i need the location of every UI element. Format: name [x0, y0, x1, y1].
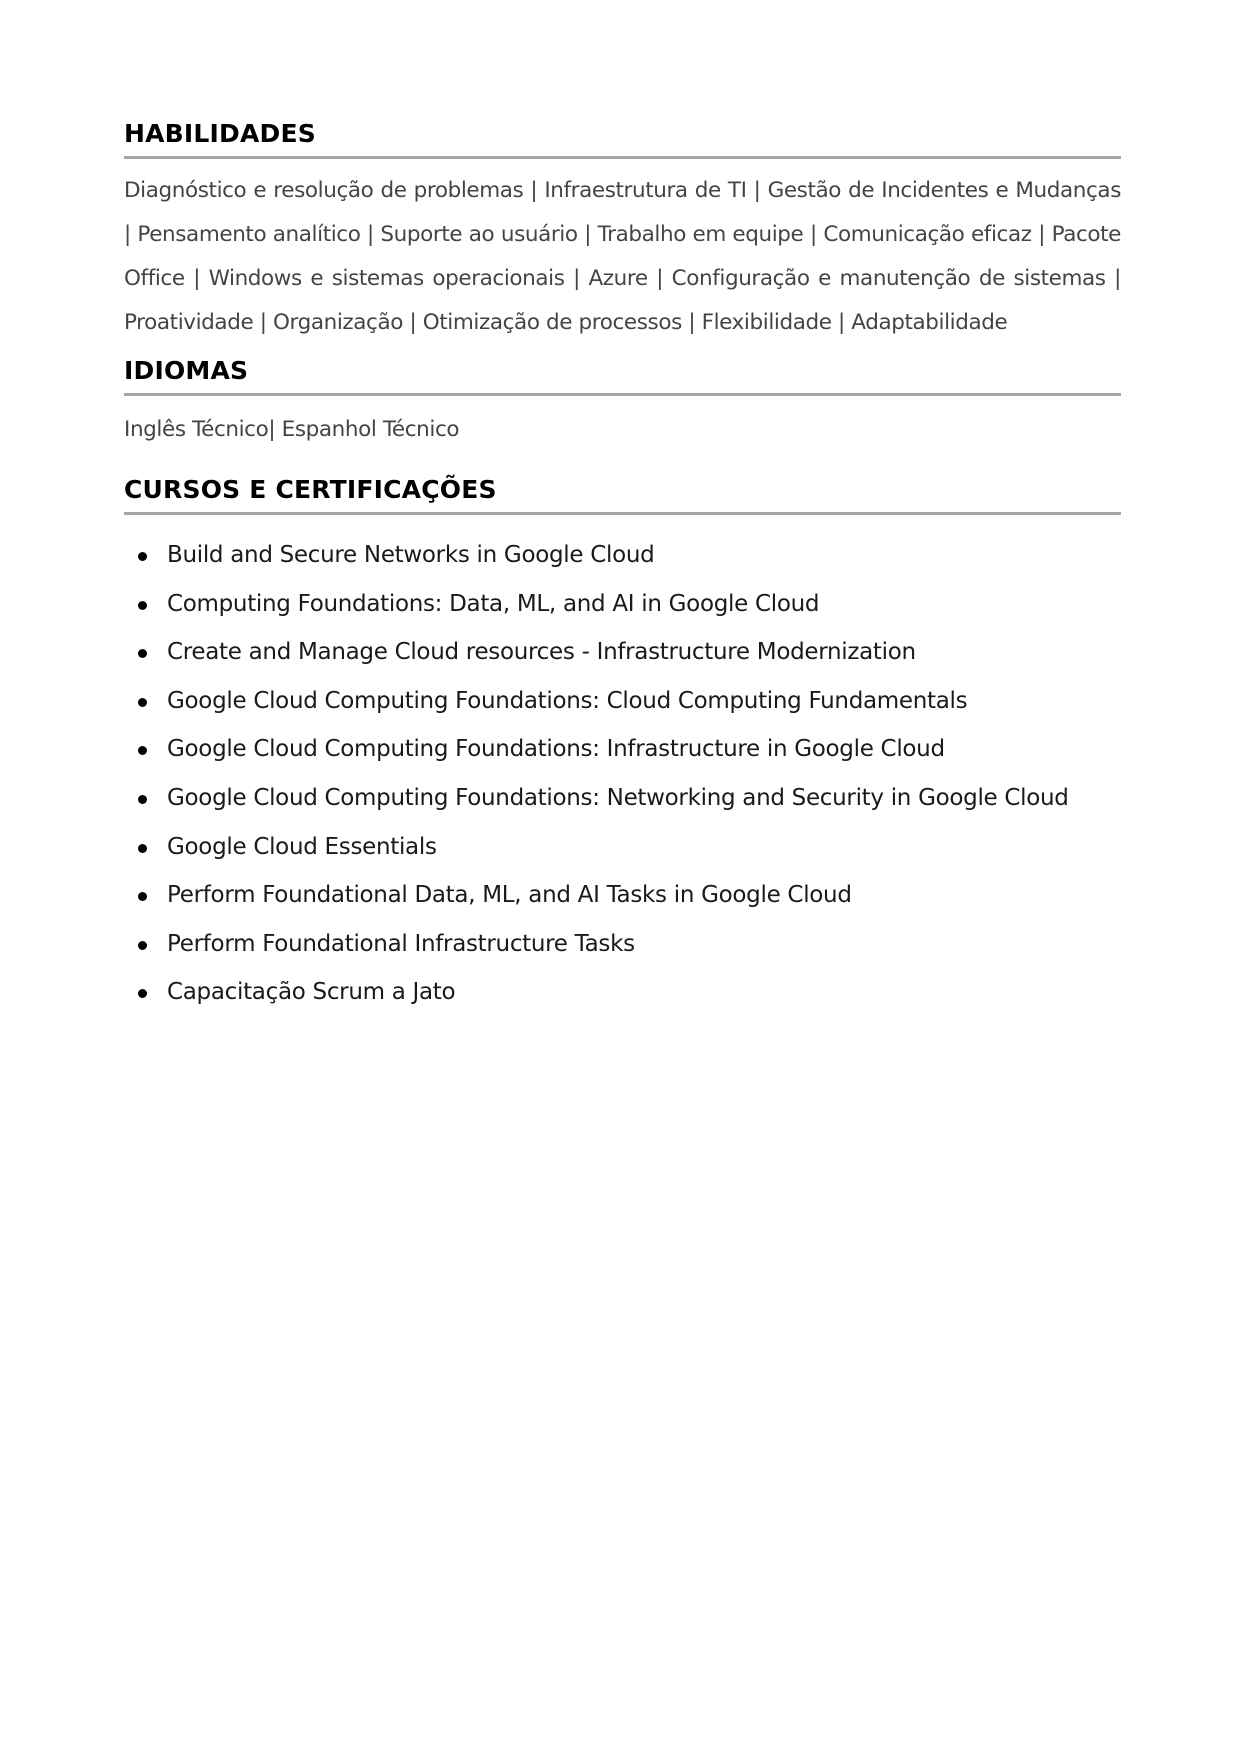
bullet-icon — [138, 844, 147, 853]
courses-section — [124, 474, 1121, 1017]
course-label: Google Cloud Computing Foundations: Cloud Computing Fundamentals — [167, 687, 968, 714]
course-label: Google Cloud Computing Foundations: Networking and Security in Google Cloud — [167, 784, 1069, 811]
bullet-icon — [138, 698, 147, 707]
courses-list — [124, 531, 1121, 1017]
course-label: Computing Foundations: Data, ML, and AI in Google Cloud — [167, 590, 820, 617]
course-label: Google Cloud Computing Foundations: Infrastructure in Google Cloud — [167, 736, 945, 763]
languages-section — [124, 355, 1121, 452]
list-item — [124, 677, 1121, 726]
languages-heading: IDIOMAS — [124, 355, 1121, 396]
list-item — [124, 580, 1121, 629]
skills-heading: HABILIDADES — [124, 118, 1121, 159]
bullet-icon — [138, 601, 147, 610]
list-item — [124, 968, 1121, 1017]
languages-text: Inglês Técnico| Espanhol Técnico — [124, 417, 460, 442]
courses-heading: CURSOS E CERTIFICAÇÕES — [124, 474, 1121, 515]
course-label: Create and Manage Cloud resources - Infrastructure Modernization — [167, 639, 916, 666]
list-item — [124, 871, 1121, 920]
list-item — [124, 628, 1121, 677]
list-item — [124, 774, 1121, 823]
list-item — [124, 531, 1121, 580]
bullet-icon — [138, 941, 147, 950]
bullet-icon — [138, 989, 147, 998]
bullet-icon — [138, 892, 147, 901]
course-label: Perform Foundational Infrastructure Tasks — [167, 930, 635, 957]
list-item — [124, 725, 1121, 774]
course-label: Perform Foundational Data, ML, and AI Tasks in Google Cloud — [167, 882, 852, 909]
skills-text: Diagnóstico e resolução de problemas | Infraestrutura de TI | Gestão de Incidentes e Mudanças | Pensamento analítico | Suporte ao usuário | Trabalho em equipe | Comunicação eficaz | Pacote Office | Windows e sistemas operacionais | Azure | Configuração e manutenção de sistemas | Proatividade | Organização | Otimização de processos | Flexibilidade | Adaptabilidade — [124, 178, 1121, 335]
resume-page — [124, 118, 1121, 1017]
course-label: Build and Secure Networks in Google Cloud — [167, 542, 655, 568]
bullet-icon — [138, 795, 147, 804]
course-label: Google Cloud Essentials — [167, 833, 437, 860]
skills-section — [124, 118, 1121, 345]
list-item — [124, 920, 1121, 969]
list-item — [124, 823, 1121, 872]
bullet-icon — [138, 552, 147, 561]
bullet-icon — [138, 746, 147, 755]
course-label: Capacitação Scrum a Jato — [167, 979, 456, 1006]
bullet-icon — [138, 649, 147, 658]
